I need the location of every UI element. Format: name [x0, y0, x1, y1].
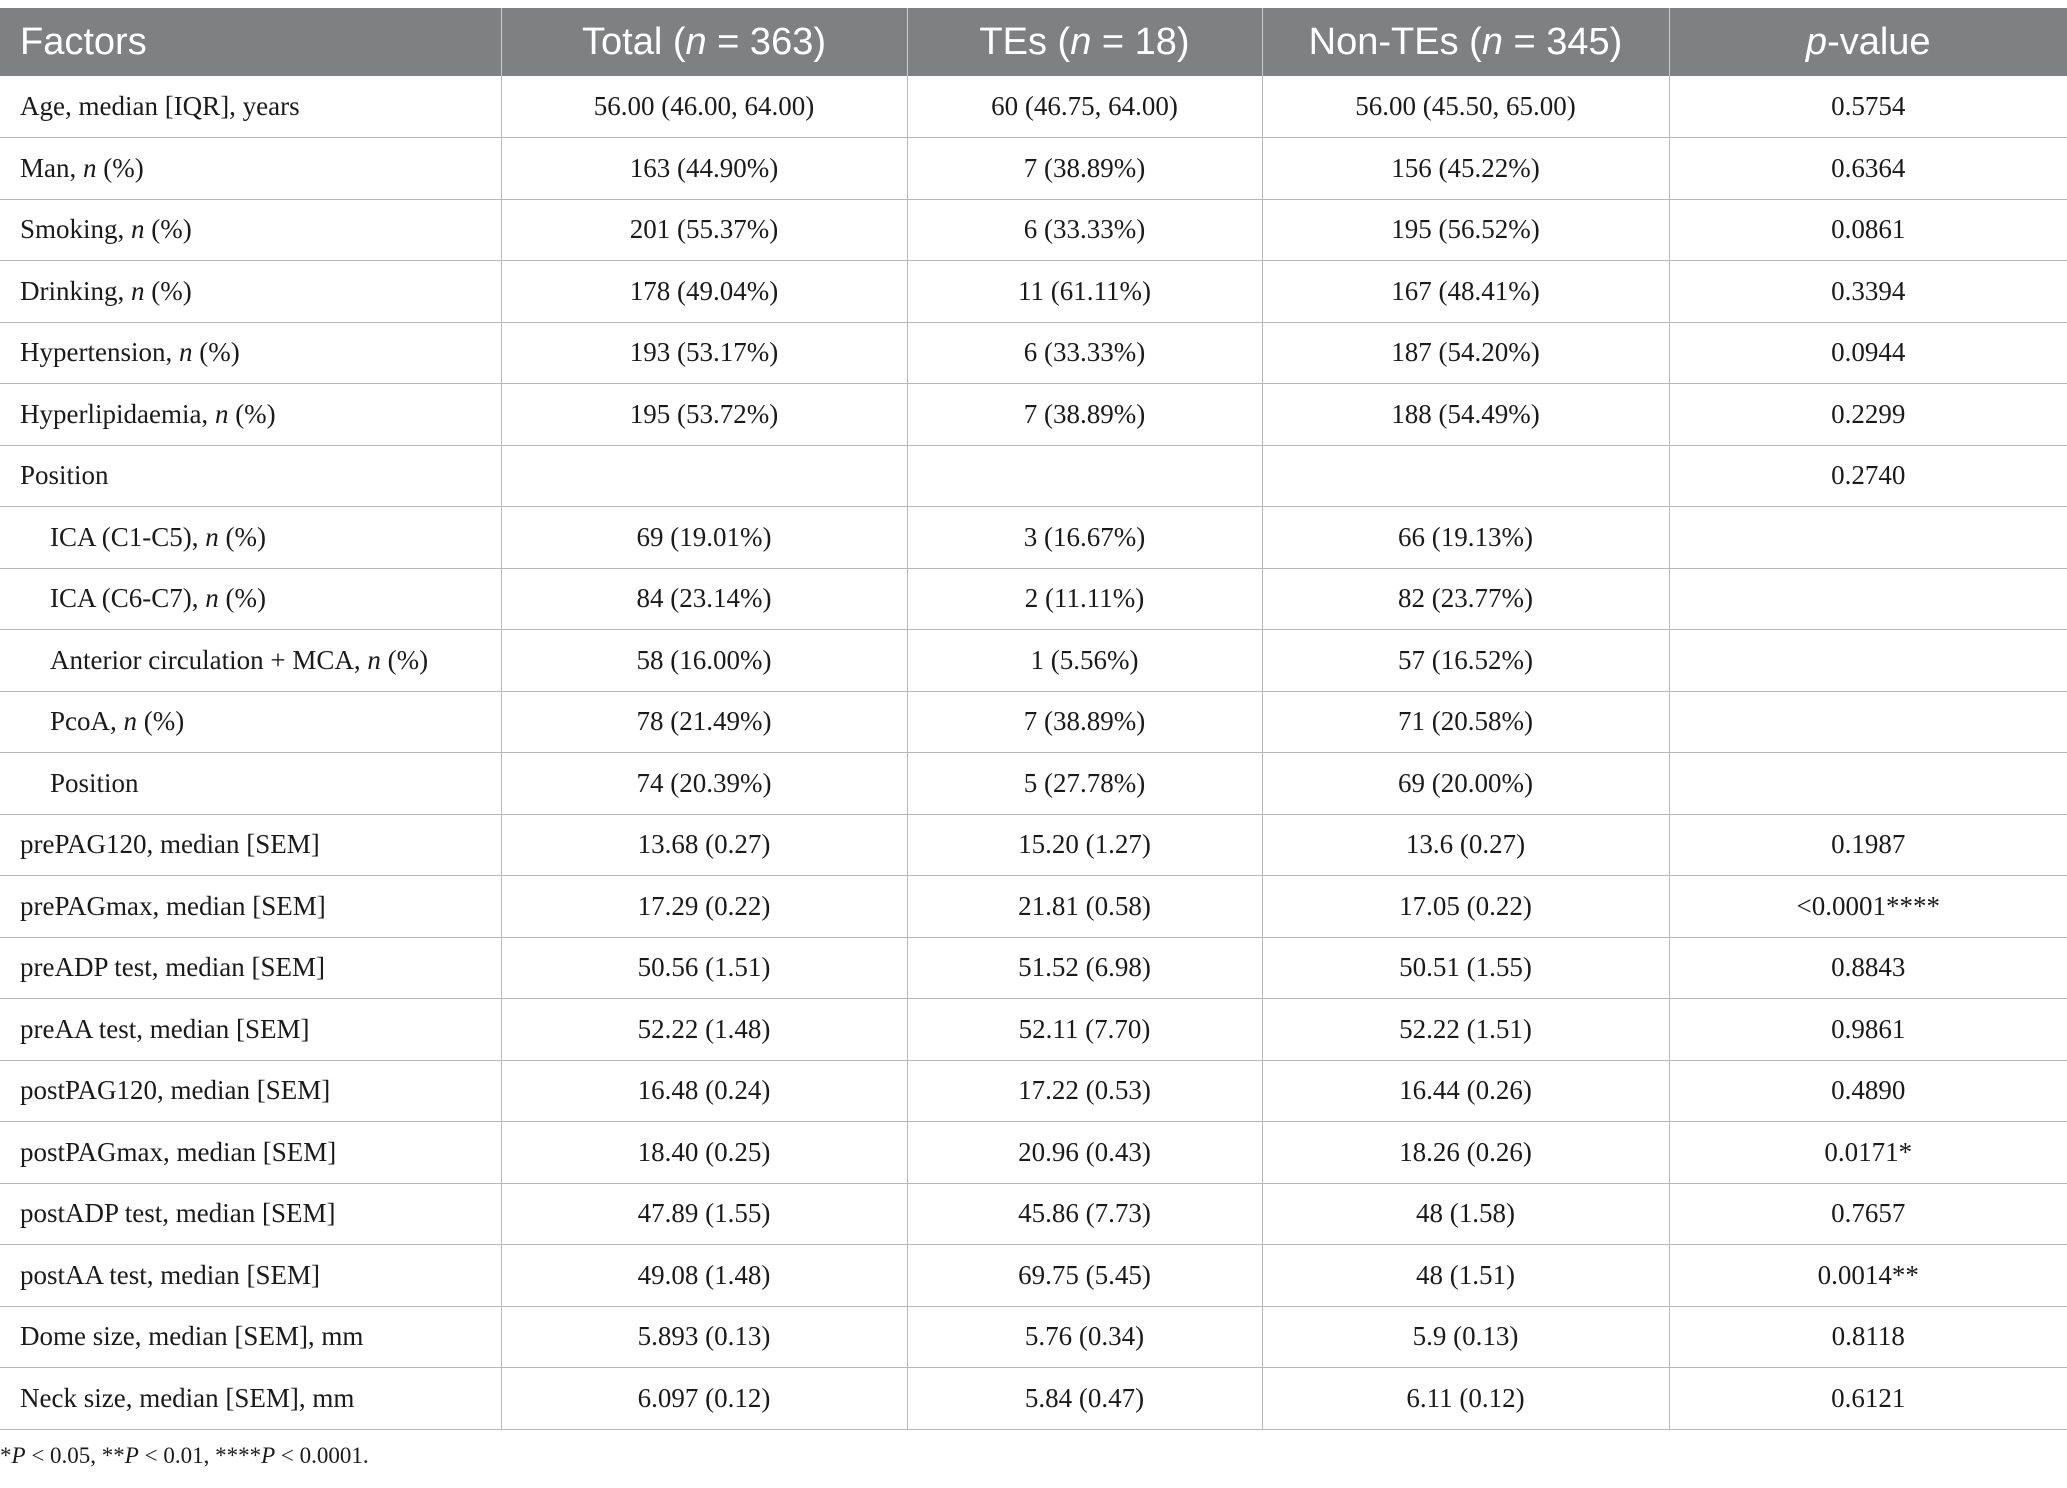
factor-suffix: (%) — [228, 398, 276, 429]
factor-label: PcoA, — [50, 706, 124, 737]
factor-label: Neck size, median [SEM], mm — [20, 1382, 355, 1413]
factor-suffix: (%) — [380, 644, 429, 675]
non-tes-cell: 52.22 (1.51) — [1262, 999, 1669, 1061]
factor-cell — [0, 76, 501, 138]
table-row — [0, 261, 2067, 323]
non-tes-cell: 156 (45.22%) — [1262, 138, 1669, 200]
header-text: = 363) — [706, 20, 826, 63]
non-tes-cell: 57 (16.52%) — [1262, 630, 1669, 692]
table-row — [0, 691, 2067, 753]
factor-label: Anterior circulation + MCA, — [50, 644, 368, 675]
tes-cell: 7 (38.89%) — [907, 691, 1262, 753]
footnote-text: * — [0, 1443, 12, 1468]
factor-cell — [0, 199, 501, 261]
header-text: TEs ( — [979, 20, 1071, 63]
total-cell: 163 (44.90%) — [501, 138, 907, 200]
factor-italic: n — [123, 706, 137, 737]
tes-cell: 21.81 (0.58) — [907, 876, 1262, 938]
factor-label: preADP test, median [SEM] — [20, 952, 325, 983]
factor-label: preAA test, median [SEM] — [20, 1013, 310, 1044]
tes-cell: 6 (33.33%) — [907, 322, 1262, 384]
factor-label: postPAGmax, median [SEM] — [20, 1136, 337, 1167]
non-tes-cell: 6.11 (0.12) — [1262, 1368, 1669, 1430]
factor-italic: n — [367, 644, 381, 675]
factor-cell — [0, 691, 501, 753]
factor-cell — [0, 630, 501, 692]
factor-label: Dome size, median [SEM], mm — [20, 1321, 364, 1352]
total-cell: 58 (16.00%) — [501, 630, 907, 692]
table-row — [0, 814, 2067, 876]
tes-cell: 52.11 (7.70) — [907, 999, 1262, 1061]
factor-cell — [0, 568, 501, 630]
factor-cell — [0, 1122, 501, 1184]
table-row — [0, 753, 2067, 815]
footnote-italic: P — [261, 1443, 276, 1468]
p-value-cell: 0.8118 — [1669, 1306, 2067, 1368]
tes-cell: 11 (61.11%) — [907, 261, 1262, 323]
tes-cell: 3 (16.67%) — [907, 507, 1262, 569]
total-cell: 49.08 (1.48) — [501, 1245, 907, 1307]
factor-cell — [0, 1183, 501, 1245]
table-row — [0, 630, 2067, 692]
non-tes-cell: 56.00 (45.50, 65.00) — [1262, 76, 1669, 138]
non-tes-cell: 13.6 (0.27) — [1262, 814, 1669, 876]
table-row — [0, 1183, 2067, 1245]
tes-cell: 17.22 (0.53) — [907, 1060, 1262, 1122]
factor-cell — [0, 876, 501, 938]
total-cell: 17.29 (0.22) — [501, 876, 907, 938]
factor-italic: n — [214, 398, 229, 429]
header-italic-text: n — [1481, 20, 1503, 63]
table-row — [0, 1245, 2067, 1307]
factor-label: postPAG120, median [SEM] — [20, 1075, 331, 1106]
tes-cell: 6 (33.33%) — [907, 199, 1262, 261]
total-cell — [501, 445, 907, 507]
total-cell: 84 (23.14%) — [501, 568, 907, 630]
header-non-tes — [1262, 8, 1669, 76]
non-tes-cell: 167 (48.41%) — [1262, 261, 1669, 323]
factor-italic: n — [178, 337, 193, 368]
tes-cell: 60 (46.75, 64.00) — [907, 76, 1262, 138]
table-body — [0, 76, 2067, 1429]
header-text: Factors — [20, 20, 147, 63]
p-value-cell — [1669, 630, 2067, 692]
tes-cell: 5.76 (0.34) — [907, 1306, 1262, 1368]
total-cell: 5.893 (0.13) — [501, 1306, 907, 1368]
total-cell: 201 (55.37%) — [501, 199, 907, 261]
table-row — [0, 1122, 2067, 1184]
total-cell: 47.89 (1.55) — [501, 1183, 907, 1245]
non-tes-cell: 17.05 (0.22) — [1262, 876, 1669, 938]
footnote — [0, 1443, 369, 1469]
factor-cell — [0, 753, 501, 815]
total-cell: 13.68 (0.27) — [501, 814, 907, 876]
p-value-cell — [1669, 753, 2067, 815]
table-row — [0, 1060, 2067, 1122]
non-tes-cell: 16.44 (0.26) — [1262, 1060, 1669, 1122]
p-value-cell — [1669, 691, 2067, 753]
footnote-italic: P — [11, 1443, 26, 1468]
p-value-cell: 0.4890 — [1669, 1060, 2067, 1122]
header-italic-text: p — [1805, 20, 1828, 63]
header-factors — [0, 8, 501, 76]
factor-suffix: (%) — [218, 521, 266, 552]
factor-cell — [0, 1060, 501, 1122]
header-tes — [907, 8, 1262, 76]
tes-cell: 69.75 (5.45) — [907, 1245, 1262, 1307]
factor-cell — [0, 999, 501, 1061]
table-row — [0, 76, 2067, 138]
footnote-italic: P — [124, 1443, 139, 1468]
non-tes-cell: 18.26 (0.26) — [1262, 1122, 1669, 1184]
total-cell: 195 (53.72%) — [501, 384, 907, 446]
p-value-cell: 0.8843 — [1669, 937, 2067, 999]
factor-suffix: (%) — [218, 583, 266, 614]
factor-cell — [0, 507, 501, 569]
total-cell: 78 (21.49%) — [501, 691, 907, 753]
factor-suffix: (%) — [192, 337, 240, 368]
factor-label: postAA test, median [SEM] — [20, 1259, 320, 1290]
tes-cell: 51.52 (6.98) — [907, 937, 1262, 999]
p-value-cell: 0.0014** — [1669, 1245, 2067, 1307]
total-cell: 193 (53.17%) — [501, 322, 907, 384]
tes-cell: 15.20 (1.27) — [907, 814, 1262, 876]
p-value-cell: 0.6364 — [1669, 138, 2067, 200]
factor-label: Position — [50, 767, 139, 798]
table-row — [0, 876, 2067, 938]
header-italic-text: n — [1070, 20, 1092, 63]
data-table — [0, 8, 2067, 1430]
non-tes-cell: 82 (23.77%) — [1262, 568, 1669, 630]
factor-label: postADP test, median [SEM] — [20, 1198, 336, 1229]
total-cell: 74 (20.39%) — [501, 753, 907, 815]
factor-suffix: (%) — [144, 214, 192, 245]
table-row — [0, 199, 2067, 261]
table-row — [0, 937, 2067, 999]
tes-cell: 20.96 (0.43) — [907, 1122, 1262, 1184]
footnote-text: < 0.0001. — [275, 1443, 369, 1468]
factor-suffix: (%) — [144, 275, 192, 306]
factor-label: Position — [20, 460, 109, 491]
p-value-cell: 0.1987 — [1669, 814, 2067, 876]
total-cell: 69 (19.01%) — [501, 507, 907, 569]
factor-cell — [0, 138, 501, 200]
header-italic-text: n — [685, 20, 707, 63]
p-value-cell: 0.2299 — [1669, 384, 2067, 446]
factor-suffix: (%) — [137, 706, 185, 737]
factor-italic: n — [83, 152, 97, 183]
factor-cell — [0, 261, 501, 323]
non-tes-cell: 69 (20.00%) — [1262, 753, 1669, 815]
header-text: Non-TEs ( — [1308, 20, 1482, 63]
factor-cell — [0, 1306, 501, 1368]
factor-label: ICA (C1-C5), — [50, 521, 206, 552]
tes-cell — [907, 445, 1262, 507]
p-value-cell: 0.6121 — [1669, 1368, 2067, 1430]
tes-cell: 7 (38.89%) — [907, 138, 1262, 200]
factor-label: ICA (C6-C7), — [50, 583, 206, 614]
total-cell: 18.40 (0.25) — [501, 1122, 907, 1184]
factor-italic: n — [131, 275, 145, 306]
factor-italic: n — [131, 214, 145, 245]
factor-label: Smoking, — [20, 214, 132, 245]
table-row — [0, 322, 2067, 384]
header-text: Total ( — [582, 20, 686, 63]
p-value-cell: <0.0001**** — [1669, 876, 2067, 938]
p-value-cell: 0.0944 — [1669, 322, 2067, 384]
p-value-cell — [1669, 568, 2067, 630]
factor-cell — [0, 384, 501, 446]
factor-cell — [0, 1368, 501, 1430]
table-row — [0, 384, 2067, 446]
header-row — [0, 8, 2067, 76]
total-cell: 56.00 (46.00, 64.00) — [501, 76, 907, 138]
non-tes-cell — [1262, 445, 1669, 507]
table-row — [0, 138, 2067, 200]
factor-cell — [0, 322, 501, 384]
factor-label: prePAGmax, median [SEM] — [20, 890, 326, 921]
total-cell: 6.097 (0.12) — [501, 1368, 907, 1430]
factor-label: Hyperlipidaemia, — [20, 398, 215, 429]
non-tes-cell: 48 (1.58) — [1262, 1183, 1669, 1245]
factor-cell — [0, 814, 501, 876]
tes-cell: 1 (5.56%) — [907, 630, 1262, 692]
total-cell: 178 (49.04%) — [501, 261, 907, 323]
factor-cell — [0, 445, 501, 507]
table-container — [0, 8, 2067, 1430]
header-text: -value — [1827, 20, 1931, 63]
tes-cell: 7 (38.89%) — [907, 384, 1262, 446]
factor-italic: n — [205, 583, 219, 614]
non-tes-cell: 66 (19.13%) — [1262, 507, 1669, 569]
non-tes-cell: 48 (1.51) — [1262, 1245, 1669, 1307]
factor-label: Hypertension, — [20, 337, 179, 368]
non-tes-cell: 188 (54.49%) — [1262, 384, 1669, 446]
total-cell: 16.48 (0.24) — [501, 1060, 907, 1122]
total-cell: 50.56 (1.51) — [501, 937, 907, 999]
header-total — [501, 8, 907, 76]
p-value-cell: 0.9861 — [1669, 999, 2067, 1061]
factor-label: Age, median [IQR], years — [20, 91, 300, 121]
factor-cell — [0, 1245, 501, 1307]
factor-label: Man, — [20, 152, 83, 183]
footnote-text: < 0.01, **** — [138, 1443, 262, 1468]
p-value-cell: 0.0861 — [1669, 199, 2067, 261]
tes-cell: 5.84 (0.47) — [907, 1368, 1262, 1430]
factor-suffix: (%) — [96, 152, 144, 183]
total-cell: 52.22 (1.48) — [501, 999, 907, 1061]
footnote-text: < 0.05, ** — [25, 1443, 125, 1468]
p-value-cell: 0.2740 — [1669, 445, 2067, 507]
non-tes-cell: 50.51 (1.55) — [1262, 937, 1669, 999]
tes-cell: 2 (11.11%) — [907, 568, 1262, 630]
non-tes-cell: 5.9 (0.13) — [1262, 1306, 1669, 1368]
header-p-value — [1669, 8, 2067, 76]
table-row — [0, 999, 2067, 1061]
p-value-cell — [1669, 507, 2067, 569]
tes-cell: 5 (27.78%) — [907, 753, 1262, 815]
factor-cell — [0, 937, 501, 999]
table-row — [0, 1306, 2067, 1368]
non-tes-cell: 71 (20.58%) — [1262, 691, 1669, 753]
factor-label: prePAG120, median [SEM] — [20, 829, 320, 860]
tes-cell: 45.86 (7.73) — [907, 1183, 1262, 1245]
non-tes-cell: 195 (56.52%) — [1262, 199, 1669, 261]
p-value-cell: 0.5754 — [1669, 76, 2067, 138]
header-text: = 345) — [1502, 20, 1623, 63]
table-row — [0, 568, 2067, 630]
table-row — [0, 507, 2067, 569]
p-value-cell: 0.3394 — [1669, 261, 2067, 323]
table-row — [0, 445, 2067, 507]
factor-label: Drinking, — [20, 275, 131, 306]
p-value-cell: 0.7657 — [1669, 1183, 2067, 1245]
factor-italic: n — [205, 521, 219, 552]
p-value-cell: 0.0171* — [1669, 1122, 2067, 1184]
header-text: = 18) — [1091, 20, 1190, 63]
table-row — [0, 1368, 2067, 1430]
non-tes-cell: 187 (54.20%) — [1262, 322, 1669, 384]
